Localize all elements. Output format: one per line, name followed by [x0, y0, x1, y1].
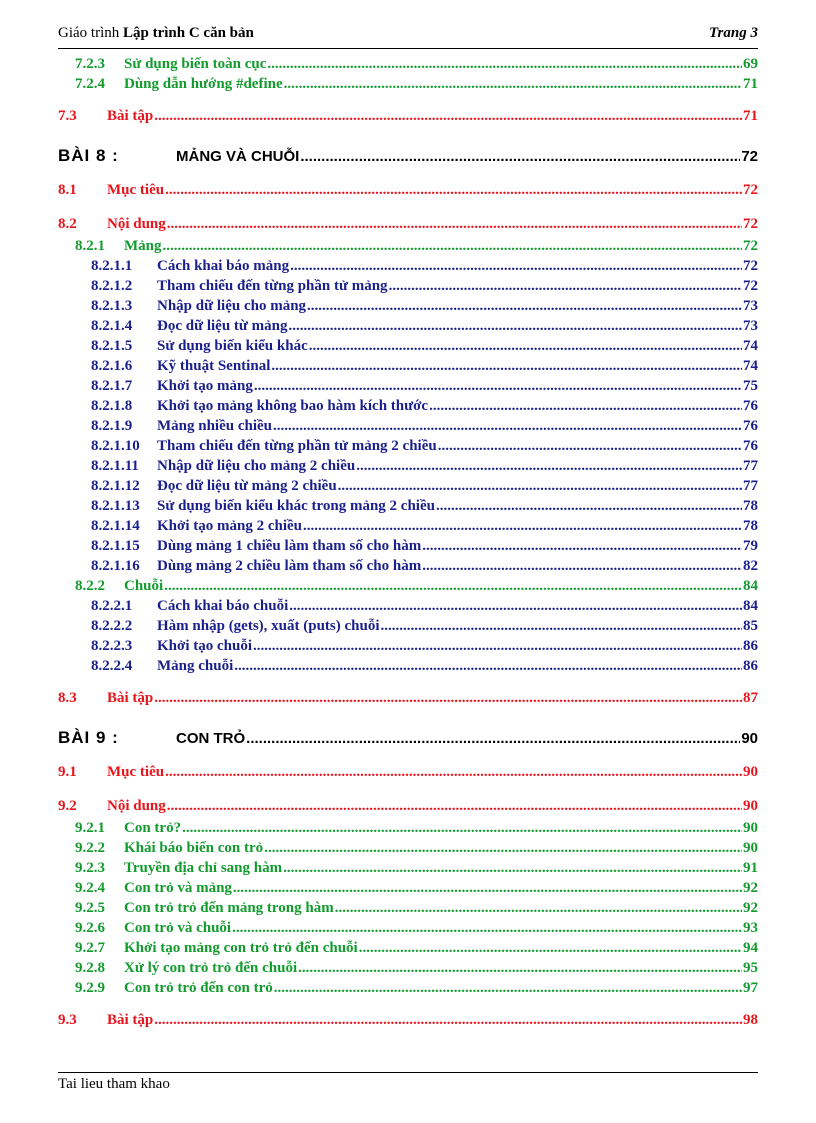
- toc-title: Sử dụng biến toàn cục: [124, 56, 267, 72]
- toc-entry[interactable]: [58, 940, 758, 960]
- toc-title: Khởi tạo chuỗi: [157, 638, 252, 654]
- toc-lesson-title: MẢNG VÀ CHUỖI: [176, 148, 300, 165]
- toc-page: 76: [743, 418, 758, 434]
- toc-page: 76: [743, 438, 758, 454]
- toc-entry[interactable]: [58, 900, 758, 920]
- toc-title: Dùng mảng 2 chiều làm tham số cho hàm: [157, 558, 422, 574]
- toc-number: 8.2.1.5: [91, 338, 133, 354]
- toc-title: Con trỏ trỏ đến con trỏ: [124, 980, 273, 996]
- toc-title: Mảng chuỗi: [157, 658, 234, 674]
- toc-leader: [274, 980, 742, 997]
- toc-lesson-9[interactable]: [58, 728, 758, 752]
- toc-number: 8.2.1.11: [91, 458, 139, 474]
- toc-title: Bài tập: [107, 1012, 154, 1028]
- toc-number: 8.2.1.2: [91, 278, 133, 294]
- toc-entry[interactable]: [58, 398, 758, 418]
- toc-number: 8.2.1.4: [91, 318, 133, 334]
- toc-entry[interactable]: [58, 618, 758, 638]
- toc-title: Đọc dữ liệu từ mảng: [157, 318, 288, 334]
- toc-leader: [303, 518, 742, 535]
- toc-number: 8.2.2.2: [91, 618, 133, 634]
- toc-title: Dùng dẫn hướng #define: [124, 76, 283, 92]
- toc-leader: [234, 658, 742, 675]
- toc-number: 8.2.1.10: [91, 438, 140, 454]
- toc-entry[interactable]: [58, 358, 758, 378]
- toc-title: Tham chiếu đến từng phần tử mảng: [157, 278, 388, 294]
- toc-page: 86: [743, 658, 758, 674]
- footer-text: Tai lieu tham khao: [58, 1076, 170, 1092]
- toc-title: Mảng nhiều chiều: [157, 418, 273, 434]
- toc-page: 72: [743, 238, 758, 254]
- toc-lesson-number: BÀI 8 :: [58, 146, 119, 165]
- toc-number: 8.3: [58, 690, 77, 706]
- toc-page: 90: [743, 798, 758, 814]
- header-book-title: [58, 25, 254, 42]
- toc-number: 8.2.1.1: [91, 258, 133, 274]
- toc-entry[interactable]: [58, 298, 758, 318]
- toc-entry[interactable]: [58, 820, 758, 840]
- toc-number: 8.2.1.6: [91, 358, 133, 374]
- toc-title: Con trỏ?: [124, 820, 182, 836]
- toc-entry[interactable]: [58, 538, 758, 558]
- toc-leader: [163, 238, 743, 255]
- toc-number: 9.2.2: [75, 840, 105, 856]
- toc-title: Khái báo biến con trỏ: [124, 840, 264, 856]
- toc-title: Nhập dữ liệu cho mảng: [157, 298, 307, 314]
- toc-page: 73: [743, 318, 758, 334]
- toc-number: 8.2.1.15: [91, 538, 140, 554]
- toc-number: 8.2.2.4: [91, 658, 133, 674]
- toc-leader: [289, 318, 742, 335]
- toc-page: 74: [743, 358, 758, 374]
- toc-leader: [289, 598, 742, 615]
- toc-number: 7.3: [58, 108, 77, 124]
- toc-page: 90: [741, 730, 758, 747]
- toc-entry[interactable]: [58, 458, 758, 478]
- toc-number: 9.2.4: [75, 880, 105, 896]
- toc-title: Nội dung: [107, 216, 166, 232]
- toc-number: 9.3: [58, 1012, 77, 1028]
- toc-page: 90: [743, 840, 758, 856]
- table-of-contents: [58, 56, 758, 1034]
- toc-entry[interactable]: [58, 278, 758, 298]
- toc-leader: [389, 278, 742, 295]
- header-prefix: Giáo trình: [58, 25, 120, 41]
- toc-page: 72: [743, 278, 758, 294]
- toc-page: 84: [743, 598, 758, 614]
- toc-number: 9.2.8: [75, 960, 105, 976]
- toc-leader: [264, 840, 742, 857]
- toc-leader: [167, 216, 742, 233]
- toc-entry[interactable]: [58, 418, 758, 438]
- toc-number: 8.2: [58, 216, 77, 232]
- toc-leader: [298, 960, 742, 977]
- toc-number: 8.2.2: [75, 578, 105, 594]
- page-footer: [58, 1072, 758, 1093]
- toc-entry[interactable]: [58, 960, 758, 980]
- toc-number: 8.2.1.3: [91, 298, 133, 314]
- toc-page: 90: [743, 764, 758, 780]
- toc-page: 72: [743, 182, 758, 198]
- toc-lesson-title: CON TRỎ: [176, 730, 246, 747]
- toc-title: Con trỏ và mảng: [124, 880, 232, 896]
- toc-page: 86: [743, 638, 758, 654]
- toc-number: 9.2.5: [75, 900, 105, 916]
- toc-leader: [232, 920, 742, 937]
- toc-page: 72: [743, 216, 758, 232]
- toc-title: Mục tiêu: [107, 764, 165, 780]
- toc-leader: [335, 900, 742, 917]
- toc-leader: [154, 1012, 742, 1029]
- toc-number: 9.2.3: [75, 860, 105, 876]
- toc-number: 8.2.1.13: [91, 498, 140, 514]
- toc-title: Mục tiêu: [107, 182, 165, 198]
- toc-number: 8.1: [58, 182, 77, 198]
- toc-leader: [253, 638, 742, 655]
- toc-entry[interactable]: [58, 378, 758, 398]
- toc-leader: [309, 338, 742, 355]
- toc-leader: [283, 860, 742, 877]
- toc-entry-8-2[interactable]: [58, 216, 758, 238]
- toc-page: 84: [743, 578, 758, 594]
- toc-leader: [182, 820, 742, 837]
- page-header: [58, 22, 758, 49]
- toc-title: Khởi tạo mảng con trỏ trỏ đến chuỗi: [124, 940, 358, 956]
- toc-leader: [233, 880, 742, 897]
- toc-leader: [290, 258, 742, 275]
- toc-entry-9-3[interactable]: [58, 1012, 758, 1034]
- toc-entry-7-2-3[interactable]: [58, 56, 758, 76]
- toc-title: Con trỏ và chuỗi: [124, 920, 232, 936]
- toc-number: 9.2.1: [75, 820, 105, 836]
- toc-page: 71: [743, 76, 758, 92]
- toc-page: 93: [743, 920, 758, 936]
- toc-leader: [167, 798, 742, 815]
- toc-entry-7-3[interactable]: [58, 108, 758, 130]
- toc-title: Hàm nhập (gets), xuất (puts) chuỗi: [157, 618, 380, 634]
- toc-leader: [284, 76, 742, 93]
- toc-number: 7.2.4: [75, 76, 105, 92]
- toc-entry[interactable]: [58, 558, 758, 578]
- toc-leader: [254, 378, 742, 395]
- toc-leader: [422, 538, 742, 555]
- toc-number: 8.2.1.8: [91, 398, 133, 414]
- toc-title: Khởi tạo mảng 2 chiều: [157, 518, 302, 534]
- header-title: Lập trình C căn bản: [123, 25, 254, 41]
- toc-entry[interactable]: [58, 840, 758, 860]
- toc-number: 9.2.6: [75, 920, 105, 936]
- toc-number: 8.2.2.3: [91, 638, 133, 654]
- toc-leader: [246, 730, 740, 747]
- toc-page: 72: [743, 258, 758, 274]
- toc-entry-8-3[interactable]: [58, 690, 758, 712]
- toc-title: Xử lý con trỏ trỏ đến chuỗi: [124, 960, 298, 976]
- toc-entry[interactable]: [58, 658, 758, 678]
- toc-leader: [307, 298, 742, 315]
- toc-number: 8.2.1: [75, 238, 105, 254]
- toc-number: 8.2.2.1: [91, 598, 133, 614]
- toc-entry-8-2-2[interactable]: [58, 578, 758, 598]
- toc-leader: [273, 418, 742, 435]
- toc-leader: [429, 398, 742, 415]
- toc-title: Cách khai báo chuỗi: [157, 598, 289, 614]
- toc-title: Khởi tạo mảng: [157, 378, 253, 394]
- toc-entry-8-2-1[interactable]: [58, 238, 758, 258]
- toc-title: Tham chiếu đến từng phần tử mảng 2 chiều: [157, 438, 437, 454]
- toc-page: 78: [743, 498, 758, 514]
- toc-number: 9.2: [58, 798, 77, 814]
- toc-leader: [154, 108, 742, 125]
- toc-entry[interactable]: [58, 498, 758, 518]
- toc-leader: [267, 56, 742, 73]
- toc-title: Khởi tạo mảng không bao hàm kích thước: [157, 398, 429, 414]
- toc-page: 77: [743, 458, 758, 474]
- toc-page: 87: [743, 690, 758, 706]
- toc-page: 90: [743, 820, 758, 836]
- toc-entry[interactable]: [58, 258, 758, 278]
- toc-title: Nội dung: [107, 798, 166, 814]
- toc-page: 75: [743, 378, 758, 394]
- toc-page: 73: [743, 298, 758, 314]
- toc-leader: [359, 940, 742, 957]
- toc-page: 78: [743, 518, 758, 534]
- toc-page: 92: [743, 900, 758, 916]
- toc-page: 71: [743, 108, 758, 124]
- toc-number: 9.1: [58, 764, 77, 780]
- toc-leader: [381, 618, 742, 635]
- toc-title: Dùng mảng 1 chiều làm tham số cho hàm: [157, 538, 422, 554]
- toc-title: Đọc dữ liệu từ mảng 2 chiều: [157, 478, 337, 494]
- toc-page: 95: [743, 960, 758, 976]
- toc-title: Bài tập: [107, 108, 154, 124]
- toc-number: 8.2.1.7: [91, 378, 133, 394]
- toc-page: 85: [743, 618, 758, 634]
- toc-page: 94: [743, 940, 758, 956]
- toc-page: 76: [743, 398, 758, 414]
- toc-number: 8.2.1.16: [91, 558, 140, 574]
- toc-number: 8.2.1.12: [91, 478, 140, 494]
- header-page-number: Trang 3: [708, 25, 758, 41]
- toc-number: 9.2.7: [75, 940, 105, 956]
- toc-leader: [338, 478, 742, 495]
- toc-leader: [165, 182, 742, 199]
- toc-leader: [164, 578, 742, 595]
- toc-title: Sử dụng biến kiểu khác: [157, 338, 308, 354]
- toc-title: Sử dụng biến kiểu khác trong mảng 2 chiều: [157, 498, 435, 514]
- toc-page: 72: [741, 148, 758, 165]
- toc-page: 69: [743, 56, 758, 72]
- toc-title: Bài tập: [107, 690, 154, 706]
- toc-leader: [165, 764, 742, 781]
- toc-title: Chuỗi: [124, 578, 164, 594]
- toc-entry-9-2[interactable]: [58, 798, 758, 820]
- toc-page: 79: [743, 538, 758, 554]
- toc-entry[interactable]: [58, 438, 758, 458]
- toc-title: Mảng: [124, 238, 162, 254]
- toc-number: 8.2.1.14: [91, 518, 140, 534]
- toc-entry-7-2-4[interactable]: [58, 76, 758, 96]
- toc-leader: [356, 458, 742, 475]
- toc-entry[interactable]: [58, 880, 758, 900]
- toc-leader: [436, 498, 742, 515]
- toc-entry[interactable]: [58, 860, 758, 880]
- toc-number: 7.2.3: [75, 56, 105, 72]
- toc-entry[interactable]: [58, 920, 758, 940]
- toc-leader: [300, 148, 740, 165]
- toc-page: 97: [743, 980, 758, 996]
- toc-entry-8-1[interactable]: [58, 182, 758, 204]
- toc-page: 74: [743, 338, 758, 354]
- toc-entry[interactable]: [58, 338, 758, 358]
- toc-lesson-8[interactable]: [58, 146, 758, 170]
- toc-page: 77: [743, 478, 758, 494]
- toc-title: Kỹ thuật Sentinal: [157, 358, 271, 374]
- toc-title: Truyền địa chỉ sang hàm: [124, 860, 283, 876]
- toc-entry[interactable]: [58, 478, 758, 498]
- toc-page: 91: [743, 860, 758, 876]
- toc-entry[interactable]: [58, 318, 758, 338]
- toc-leader: [422, 558, 742, 575]
- toc-entry-9-1[interactable]: [58, 764, 758, 786]
- toc-leader: [154, 690, 742, 707]
- toc-page: 92: [743, 880, 758, 896]
- toc-lesson-number: BÀI 9 :: [58, 728, 119, 747]
- toc-page: 98: [743, 1012, 758, 1028]
- toc-title: Nhập dữ liệu cho mảng 2 chiều: [157, 458, 356, 474]
- toc-entry[interactable]: [58, 518, 758, 538]
- toc-entry[interactable]: [58, 638, 758, 658]
- toc-leader: [271, 358, 742, 375]
- toc-title: Con trỏ trỏ đến mảng trong hàm: [124, 900, 334, 916]
- toc-entry[interactable]: [58, 598, 758, 618]
- toc-title: Cách khai báo mảng: [157, 258, 290, 274]
- toc-number: 9.2.9: [75, 980, 105, 996]
- toc-leader: [438, 438, 742, 455]
- toc-number: 8.2.1.9: [91, 418, 133, 434]
- toc-page: 82: [743, 558, 758, 574]
- toc-entry[interactable]: [58, 980, 758, 1000]
